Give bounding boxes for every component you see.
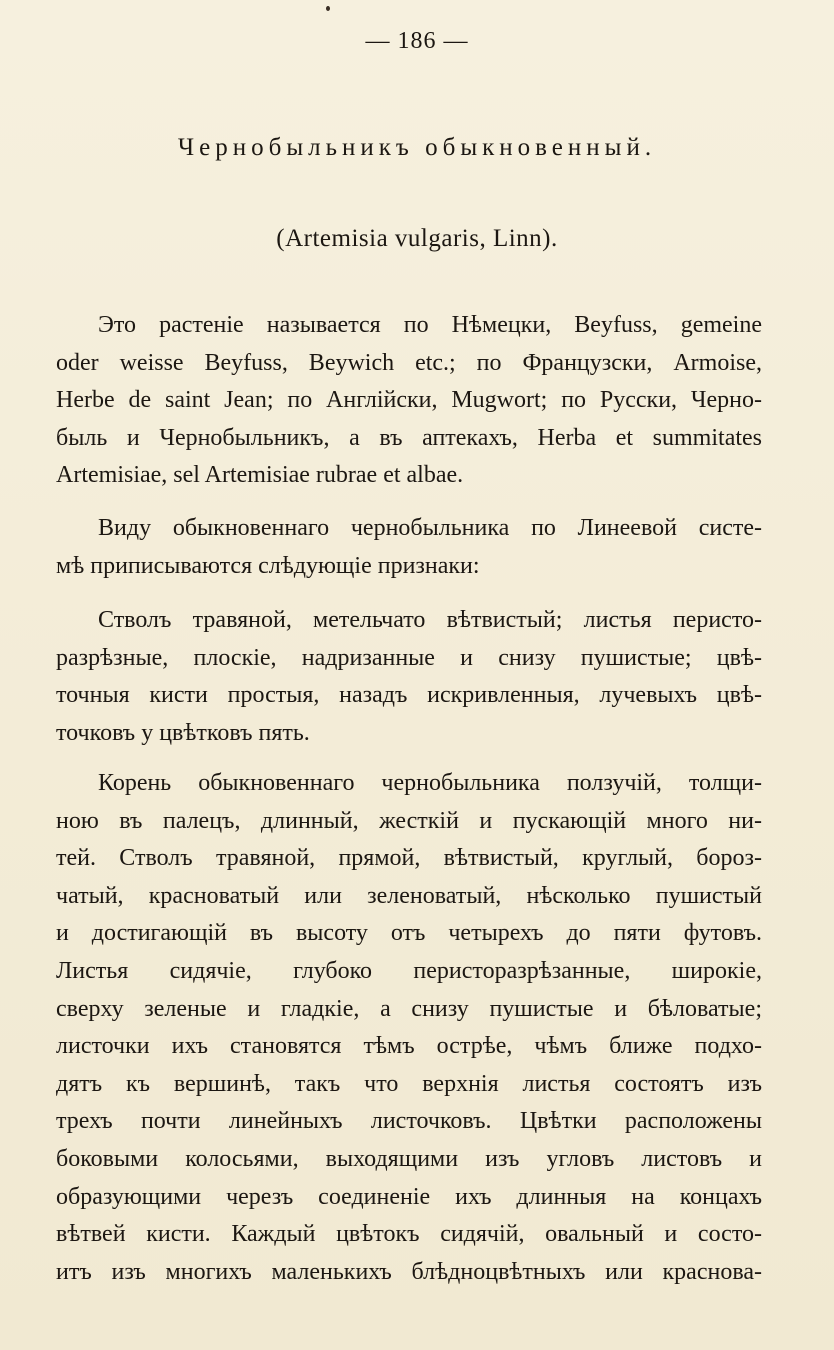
text-line: быль и Чернобыльникъ, а въ аптекахъ, Herba et summitates	[56, 424, 762, 451]
text-line: тей. Стволъ травяной, прямой, вѣтвистый, круглый, бороз-	[56, 845, 762, 872]
text-line: чатый, красноватый или зеленоватый, нѣсколько пушистый	[56, 882, 762, 909]
text-line: точковъ у цвѣтковъ пять.	[56, 719, 310, 746]
page-number: — 186 —	[365, 28, 469, 54]
section-title: Чернобыльникъ обыкновенный.	[177, 134, 657, 161]
ink-speck	[326, 6, 330, 11]
text-line: образующими черезъ соединеніе ихъ длинныя на концахъ	[56, 1183, 762, 1210]
text-line: боковыми колосьями, выходящими изъ угловъ листовъ и	[56, 1145, 762, 1172]
text-line: ною въ палецъ, длинный, жесткій и пускающій много ни-	[56, 807, 762, 834]
text-line: Artemisiae, sel Artemisiae rubrae et albae.	[56, 462, 464, 489]
text-line: и достигающій въ высоту отъ четырехъ до пяти футовъ.	[56, 920, 762, 947]
text-line: Виду обыкновеннаго чернобыльника по Линеевой систе-	[98, 515, 762, 541]
text-line: вѣтвей кисти. Каждый цвѣтокъ сидячій, овальный и состо-	[56, 1221, 762, 1248]
latin-name: (Artemisia vulgaris, Linn).	[276, 225, 558, 252]
text-line: дятъ къ вершинѣ, такъ что верхнія листья состоятъ изъ	[56, 1070, 762, 1097]
text-line: трехъ почти линейныхъ листочковъ. Цвѣтки расположены	[56, 1108, 762, 1135]
text-line: мѣ приписываются слѣдующіе признаки:	[56, 552, 480, 579]
text-line: разрѣзные, плоскіе, надризанные и снизу пушистые; цвѣ-	[56, 644, 762, 671]
paragraph-linnaeus	[56, 510, 762, 585]
text-line: итъ изъ многихъ маленькихъ блѣдноцвѣтныхъ или краснова-	[56, 1258, 762, 1285]
text-line: сверху зеленые и гладкіе, а снизу пушистые и бѣловатые;	[56, 995, 762, 1022]
text-line: Корень обыкновеннаго чернобыльника ползучій, толщи-	[98, 770, 762, 796]
paragraph-characteristics	[56, 602, 762, 752]
paragraph-names	[56, 307, 762, 495]
text-line: oder weisse Beyfuss, Beywich etc.; по Французски, Armoise,	[56, 349, 762, 376]
paragraph-description	[56, 765, 762, 1291]
text-line: точныя кисти простыя, назадъ искривленныя, лучевыхъ цвѣ-	[56, 682, 762, 709]
text-line: листочки ихъ становятся тѣмъ острѣе, чѣмъ ближе подхо-	[56, 1033, 762, 1060]
text-line: Herbe de saint Jean; по Англійски, Mugwort; по Русски, Черно-	[56, 387, 762, 414]
text-line: Листья сидячіе, глубоко перисторазрѣзанные, широкіе,	[56, 957, 762, 984]
text-line: Это растеніе называется по Нѣмецки, Beyfuss, gemeine	[98, 312, 762, 338]
text-line: Стволъ травяной, метельчато вѣтвистый; листья перисто-	[98, 607, 762, 633]
